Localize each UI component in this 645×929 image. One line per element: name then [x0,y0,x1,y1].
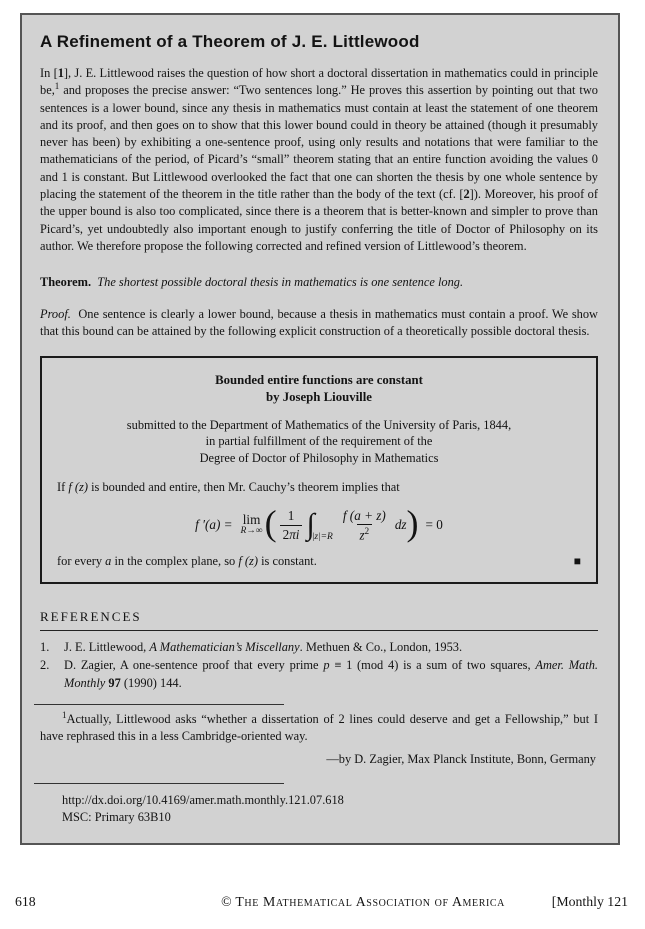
math-fz: f (z) [68,480,88,495]
reference-number: 1. [40,640,50,655]
theorem-label: Theorem. [40,275,92,290]
math-p: p [323,658,330,673]
proof-paragraph [40,306,598,341]
journal-title: Amer. Math. Monthly [64,658,598,690]
copyright-icon: © [221,894,232,909]
thesis-title: Bounded entire functions are constant by Joseph Liouville [215,373,423,405]
citation-2: 2 [463,187,470,202]
thesis-box [40,356,598,584]
intro-text: In [ [40,66,58,80]
reference-item-2: 2. D. Zagier, A one-sentence proof that every prime p ≡ 1 (mod 4) is a sum of two squares, Amer. Math. Monthly 97 (1990) 144. [40,657,598,692]
msc-line: MSC: Primary 63B10 [62,810,171,825]
intro-text: and proposes the precise answer: “Two sentences long.” He proves this assertion by pointing out that two sentences is a lower bound, since any thesis in mathematics must contain at least the statement of one theorem and its proof, and then goes on to show that this lower bound could in theory be attained (though it presumably never has been) by exhibiting a one-sentence proof, using only results and notations that were familiar to the mathematicians of the period, of Picard’s “small” theorem stating that an entire function avoiding the values 0 and 1 is constant. But Littlewood overlooked the fact that one can shorten the thesis by one whole sentence by placing the statement of the theorem in the title rather than the body of the text (cf. [ [40,83,598,202]
formula-rhs: = 0 [425,517,443,533]
book-title: A Mathematician’s Miscellany [149,640,300,655]
citation-1: 1 [57,66,64,80]
thesis-closing-line: for every a in the complex plane, so f (z) is constant. ■ [57,554,581,569]
contour-integral [306,508,335,543]
close-paren: ) [406,503,419,544]
qed-square-icon: ■ [573,554,581,569]
thesis-body-line: If f (z) is bounded and entire, then Mr. Cauchy’s theorem implies that [57,480,400,495]
integral-sign-icon: ∫ [306,508,315,542]
scanned-page-panel [20,13,620,845]
differential-dz: dz [394,517,407,533]
footer-volume: [Monthly 121 [551,894,628,909]
reference-number: 2. [40,658,50,673]
footnote-marker: 1 [54,81,60,92]
open-paren: ( [264,503,277,544]
proof-text: One sentence is clearly a lower bound, because a thesis in mathematics must contain a proof. We show that this bound can be attained by the following explicit construction of a theoretically possible doctoral thesis. [40,306,598,338]
intro-paragraph [40,65,598,255]
article-meta [62,792,598,827]
volume-number: 97 [108,675,121,690]
doi-line: http://dx.doi.org/10.4169/amer.math.monthly.121.07.618 [62,792,344,807]
fraction-faz-over-z2: $\frac{f (a + z)}{z^2}$ [342,507,386,543]
references-heading: REFERENCES [40,609,142,625]
reference-item-1: 1. J. E. Littlewood, A Mathematician’s Miscellany. Methuen & Co., London, 1953. [40,639,598,656]
footnote: $^1$Actually, Littlewood asks “whether a dissertation of 2 lines could deserve and get a Fellowship,” but I have rephrased this in a less Cambridge-oriented way. [40,709,598,744]
thesis-submission-lines: submitted to the Department of Mathematics of the University of Paris, 1844, in partial fulfillment of the requirement of the Degree of Doctor of Philosophy in Mathematics [126,418,512,465]
references-rule [40,630,598,631]
intro-text: ], J. E. Littlewood raises the question of how short a doctoral dissertation in mathematics could in principle be, [40,66,598,98]
page-title: A Refinement of a Theorem of J. E. Littlewood [40,32,420,51]
limit-operator: lim R→∞ [240,512,263,537]
thesis-byline: by Joseph Liouville [266,390,372,405]
theorem-statement: The shortest possible doctoral thesis in mathematics is one sentence long. [97,275,464,290]
footnote-rule [34,704,284,705]
intro-text: ]). Moreover, his proof of the upper bound is also too complicated, since there is a theorem that is better-known and simpler to prove than Picard’s, yet undoubtedly also important enough to justify conferring the title of Doctor of Philosophy on its author. We therefore propose the following corrected and refined version of Littlewood’s theorem. [40,187,598,253]
math-a: a [105,554,112,569]
formula-lhs: f ′(a) = [195,517,233,533]
footer-copyright: © The Mathematical Association of America [221,894,505,909]
display-formula [57,502,581,548]
proof-label: Proof. [40,306,71,321]
footnote-attribution: —by D. Zagier, Max Planck Institute, Bonn, Germany [326,751,596,766]
footer-page-number: 618 [15,894,36,909]
doi-rule [34,783,284,784]
fraction-one-over-2pii: $\frac{1}{2\pi i}$ [280,508,303,541]
math-fz: f (z) [238,554,258,569]
integral-subscript: |z|=R [311,532,333,543]
theorem-paragraph [40,274,598,291]
footnote-marker: 1 [62,709,67,720]
